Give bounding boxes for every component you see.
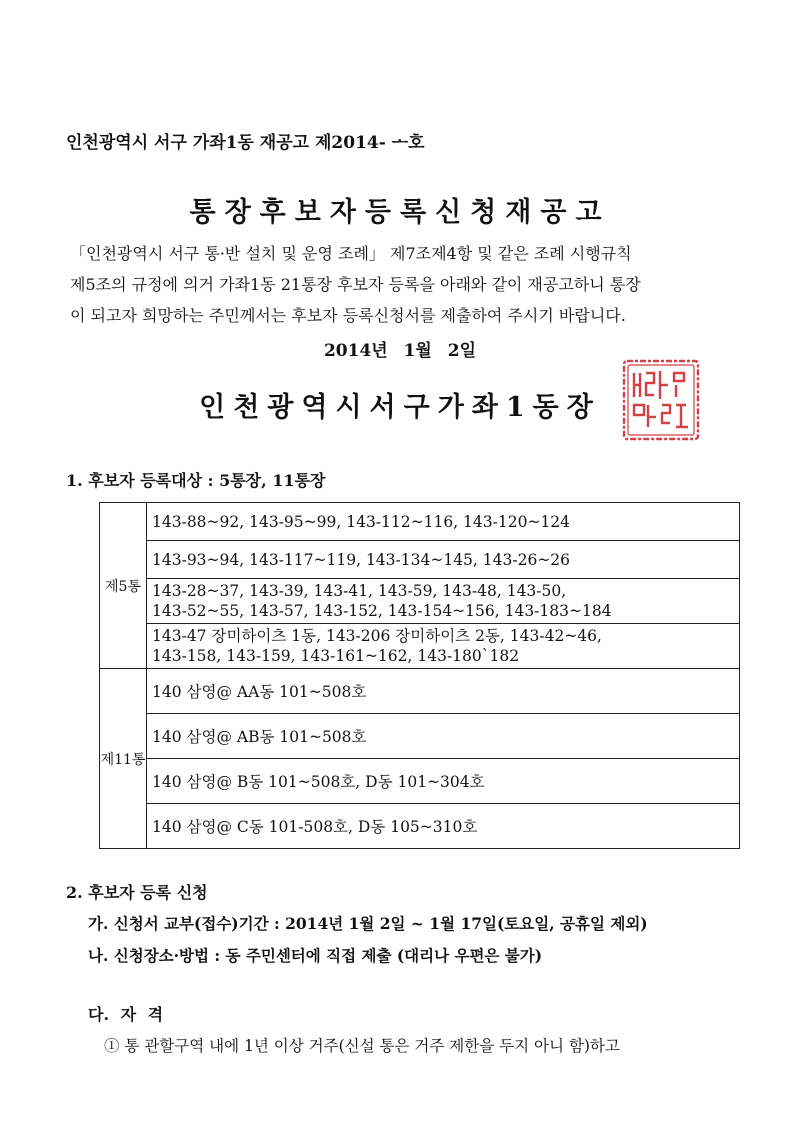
table-cell xyxy=(147,579,740,624)
cell-line: 143-28~37, 143-39, 143-41, 143-59, 143-48, 143-50, xyxy=(152,582,567,600)
cell-line: 143-47 장미하이츠 1동, 143-206 장미하이츠 2동, 143-42~46, xyxy=(152,627,602,645)
target-area-table xyxy=(99,502,740,849)
qualification-heading: 다. 자 격 xyxy=(88,1005,164,1024)
table-row xyxy=(100,759,740,804)
application-place-method: 나. 신청장소·방법 : 동 주민센터에 직접 제출 (대리나 우편은 불가) xyxy=(88,946,543,965)
intro-line-1: 「인천광역시 서구 통·반 설치 및 운영 조례」 제7조제4항 및 같은 조례 시행규칙 xyxy=(70,244,632,263)
table-row xyxy=(100,503,740,541)
table-cell: 140 삼영@ C동 101-508호, D동 105~310호 xyxy=(147,804,740,849)
application-period: 가. 신청서 교부(접수)기간 : 2014년 1월 2일 ~ 1월 17일(토요일, 공휴일 제외) xyxy=(88,914,648,933)
group-5-label: 제5통 xyxy=(100,503,147,669)
table-row xyxy=(100,804,740,849)
cell-line: 143-52~55, 143-57, 143-152, 143-154~156, 143-183~184 xyxy=(152,602,612,620)
intro-paragraph xyxy=(70,238,770,331)
section-1-heading: 1. 후보자 등록대상 : 5통장, 11통장 xyxy=(66,471,326,490)
table-cell: 143-93~94, 143-117~119, 143-134~145, 143-26~26 xyxy=(147,541,740,579)
table-row xyxy=(100,579,740,624)
table-row xyxy=(100,541,740,579)
table-row xyxy=(100,714,740,759)
official-seal-icon xyxy=(618,355,704,445)
table-cell: 140 삼영@ B동 101~508호, D동 101~304호 xyxy=(147,759,740,804)
table-row xyxy=(100,669,740,714)
table-row xyxy=(100,624,740,669)
cell-line: 143-158, 143-159, 143-161~162, 143-180`182 xyxy=(152,647,520,665)
section-2-heading: 2. 후보자 등록 신청 xyxy=(66,883,208,902)
notice-date: 2014년 1월 2일 xyxy=(323,341,477,361)
qualification-item-1: ① 통 관할구역 내에 1년 이상 거주(신설 통은 거주 제한을 두지 아니 함)하고 xyxy=(104,1037,620,1055)
table-cell: 140 삼영@ AB동 101~508호 xyxy=(147,714,740,759)
table-cell xyxy=(147,624,740,669)
notice-number: 인천광역시 서구 가좌1동 재공고 제2014- ᅩ호 xyxy=(66,133,425,153)
document-title: 통장후보자등록신청재공고 xyxy=(189,197,611,228)
issuing-office: 인천광역시서구가좌1동장 xyxy=(199,392,601,423)
group-11-label: 제11통 xyxy=(100,669,147,849)
intro-line-2: 제5조의 규정에 의거 가좌1동 21통장 후보자 등록을 아래와 같이 재공고하니 통장 xyxy=(70,275,641,294)
table-cell: 140 삼영@ AA동 101~508호 xyxy=(147,669,740,714)
intro-line-3: 이 되고자 희망하는 주민께서는 후보자 등록신청서를 제출하여 주시기 바랍니다. xyxy=(70,306,626,325)
table-cell: 143-88~92, 143-95~99, 143-112~116, 143-120~124 xyxy=(147,503,740,541)
